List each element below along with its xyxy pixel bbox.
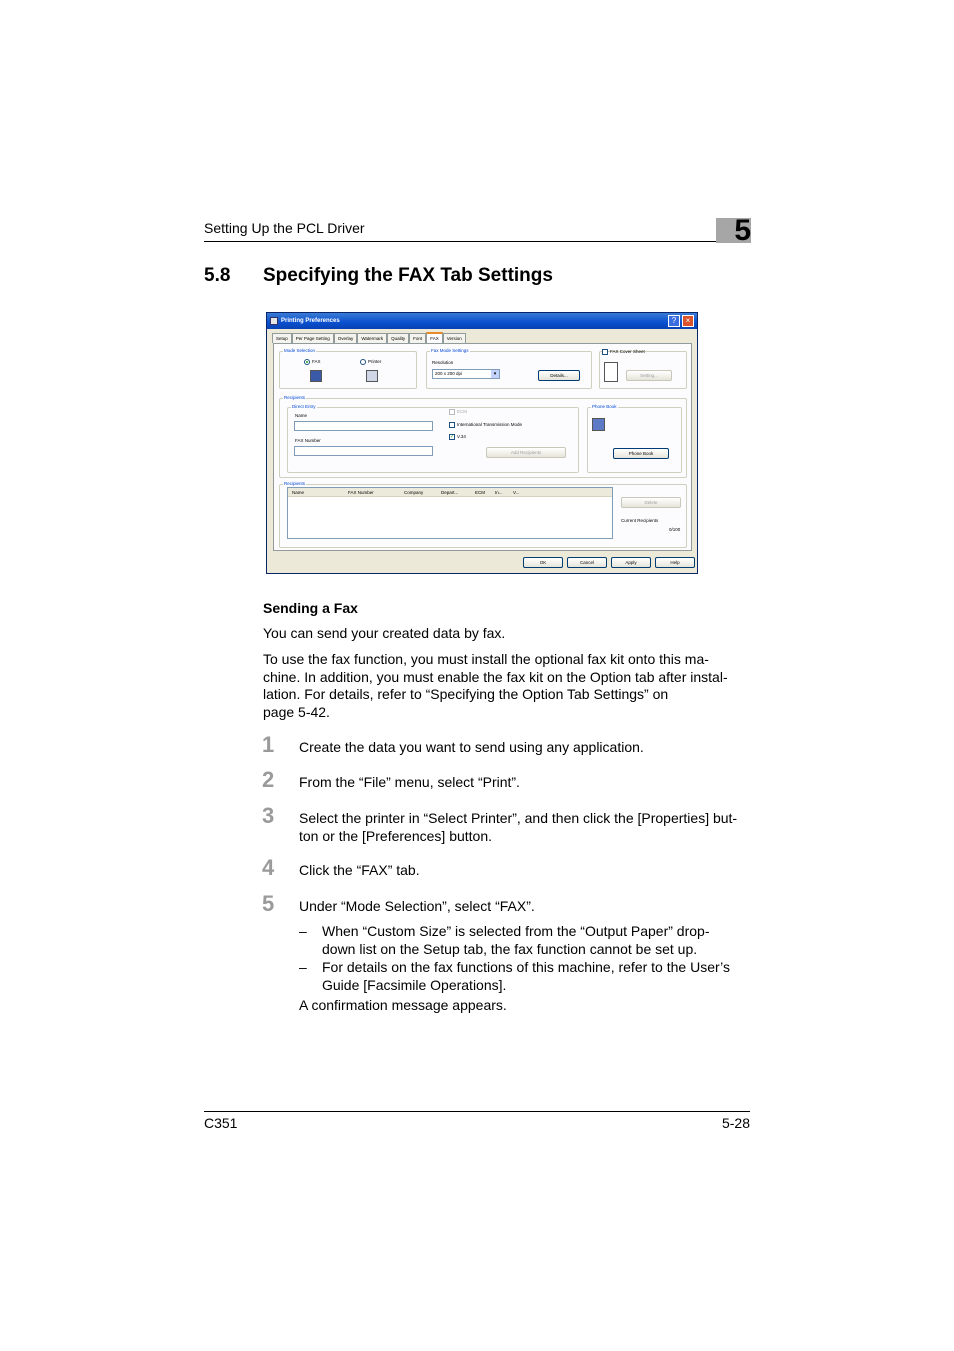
resolution-select[interactable] xyxy=(432,369,500,379)
section-title: Specifying the FAX Tab Settings xyxy=(263,265,553,286)
cancel-button[interactable]: Cancel xyxy=(567,557,607,568)
column-header-ecm[interactable]: ECM xyxy=(475,490,485,495)
paragraph-line: page 5-42. xyxy=(263,704,330,721)
add-recipients-button[interactable]: Add Recipients xyxy=(486,447,566,458)
table-header-row xyxy=(288,488,612,497)
help-button[interactable]: Help xyxy=(655,557,695,568)
step-line: Select the printer in “Select Printer”, and then click the [Properties] but- xyxy=(299,810,738,826)
bullet-dash: – xyxy=(299,923,307,939)
step-text xyxy=(299,898,535,916)
paragraph-line: To use the fax function, you must install the optional fax kit onto this ma- xyxy=(263,651,709,667)
printer-radio[interactable] xyxy=(360,359,366,365)
current-recipients-label: Current Recipients xyxy=(621,518,659,523)
dialog-title: Printing Preferences xyxy=(281,318,340,324)
bullet-text xyxy=(322,923,709,958)
step-number: 5 xyxy=(262,891,275,916)
page-number: 5-28 xyxy=(721,1115,750,1131)
fax-radio-label: FAX xyxy=(312,359,321,364)
direct-entry-group xyxy=(287,407,579,473)
bullet-line: Guide [Facsimile Operations]. xyxy=(322,976,507,993)
column-header-fax-number[interactable]: FAX Number xyxy=(348,490,374,495)
international-mode-checkbox[interactable] xyxy=(449,422,455,428)
footer-rule xyxy=(204,1111,750,1112)
phone-book-button[interactable]: Phone Book xyxy=(613,448,669,459)
tab-quality[interactable]: Quality xyxy=(387,333,409,343)
international-mode-label: International Transmission Mode xyxy=(457,422,523,427)
step-number: 4 xyxy=(262,855,275,880)
step-text xyxy=(299,774,520,792)
resolution-label: Resolution xyxy=(432,360,454,365)
tab-setup[interactable]: Setup xyxy=(272,333,292,343)
cover-sheet-icon xyxy=(604,362,618,382)
paragraph-line: chine. In addition, you must enable the fax kit on the Option tab after instal- xyxy=(263,668,728,685)
step-text xyxy=(299,739,644,757)
column-header-v34[interactable]: V... xyxy=(513,490,520,495)
apply-button[interactable]: Apply xyxy=(611,557,651,568)
v34-label: V.34 xyxy=(457,434,466,439)
recipients-list-label: Recipients xyxy=(284,481,306,486)
tab-overlay[interactable]: Overlay xyxy=(334,333,358,343)
column-header-company[interactable]: Company xyxy=(404,490,424,495)
intro-paragraph: You can send your created data by fax. xyxy=(263,625,506,641)
cover-sheet-label: FAX Cover Sheet xyxy=(610,349,645,354)
help-icon[interactable]: ? xyxy=(668,315,680,327)
printer-radio-label: Printer xyxy=(368,359,382,364)
step-line: Under “Mode Selection”, select “FAX”. xyxy=(299,898,535,914)
fax-tab-panel xyxy=(273,343,692,551)
bullet-text xyxy=(322,959,730,994)
recipients-table[interactable] xyxy=(287,487,613,539)
bullet-dash: – xyxy=(299,959,307,975)
running-header: Setting Up the PCL Driver xyxy=(204,220,365,236)
bullet-line: When “Custom Size” is selected from the “Output Paper” drop- xyxy=(322,923,710,939)
name-label: Name xyxy=(295,413,308,418)
fax-machine-icon xyxy=(310,370,322,382)
printer-mode-icon xyxy=(366,370,378,382)
step-number: 3 xyxy=(262,803,275,828)
tab-watermark[interactable]: Watermark xyxy=(357,333,387,343)
paragraph-line: lation. For details, refer to “Specifying the Option Tab Settings” on xyxy=(263,686,669,703)
fax-radio[interactable] xyxy=(304,359,310,365)
confirmation-text: A confirmation message appears. xyxy=(299,997,507,1013)
mode-selection-label: Mode Selection xyxy=(284,348,316,353)
column-header-name[interactable]: Name xyxy=(292,490,305,495)
close-icon[interactable]: × xyxy=(682,315,694,327)
step-text xyxy=(299,862,420,880)
v34-checkbox[interactable]: ✓ xyxy=(450,434,455,440)
step-number: 2 xyxy=(262,767,275,792)
step-line: Click the “FAX” tab. xyxy=(299,862,420,878)
subheading: Sending a Fax xyxy=(263,600,358,616)
step-line: ton or the [Preferences] button. xyxy=(299,827,493,844)
ecm-label: ECM xyxy=(457,409,467,414)
step-number: 1 xyxy=(262,732,275,757)
phone-book-icon xyxy=(592,418,605,431)
column-header-international[interactable]: In... xyxy=(495,490,503,495)
step-text xyxy=(299,810,737,845)
printing-preferences-dialog xyxy=(266,312,698,574)
fax-mode-settings-label: Fax Mode Settings xyxy=(431,348,469,353)
setting-button[interactable]: Setting... xyxy=(626,370,672,381)
dialog-titlebar xyxy=(267,313,697,329)
ok-button[interactable]: OK xyxy=(523,557,563,568)
printer-icon xyxy=(270,317,278,325)
name-input[interactable] xyxy=(294,421,433,431)
recipients-group-label: Recipients xyxy=(284,395,306,400)
tab-bar xyxy=(272,332,466,343)
phone-book-label: Phone Book xyxy=(592,404,617,409)
delete-button[interactable]: Delete xyxy=(621,497,681,508)
resolution-value: 200 x 200 dpi xyxy=(435,371,463,376)
requirements-paragraph xyxy=(263,651,728,722)
footer-model: C351 xyxy=(204,1115,238,1131)
tab-fax[interactable]: FAX xyxy=(426,332,443,343)
section-number: 5.8 xyxy=(204,265,231,286)
step-line: Create the data you want to send using any application. xyxy=(299,739,644,755)
direct-entry-label: Direct Entry xyxy=(292,404,316,409)
chapter-number: 5 xyxy=(734,214,751,247)
details-button[interactable]: Details... xyxy=(538,370,580,381)
current-recipients-value: 0/100 xyxy=(669,527,681,532)
phone-book-group xyxy=(587,407,682,473)
fax-number-label: FAX Number xyxy=(295,438,321,443)
bullet-line: For details on the fax functions of this machine, refer to the User’s xyxy=(322,959,731,975)
header-rule xyxy=(204,241,716,242)
ecm-checkbox[interactable] xyxy=(449,409,455,415)
tab-font[interactable]: Font xyxy=(409,333,426,343)
cover-sheet-checkbox[interactable] xyxy=(602,349,608,355)
mode-selection-group xyxy=(279,351,417,389)
tab-per-page-setting[interactable]: Per Page Setting xyxy=(292,333,334,343)
bullet-line: down list on the Setup tab, the fax function cannot be set up. xyxy=(322,940,698,957)
column-header-department[interactable]: Depart... xyxy=(441,490,459,495)
fax-number-input[interactable] xyxy=(294,446,433,456)
chevron-down-icon[interactable]: ▾ xyxy=(491,370,499,378)
tab-version[interactable]: Version xyxy=(443,333,466,343)
step-line: From the “File” menu, select “Print”. xyxy=(299,774,520,790)
